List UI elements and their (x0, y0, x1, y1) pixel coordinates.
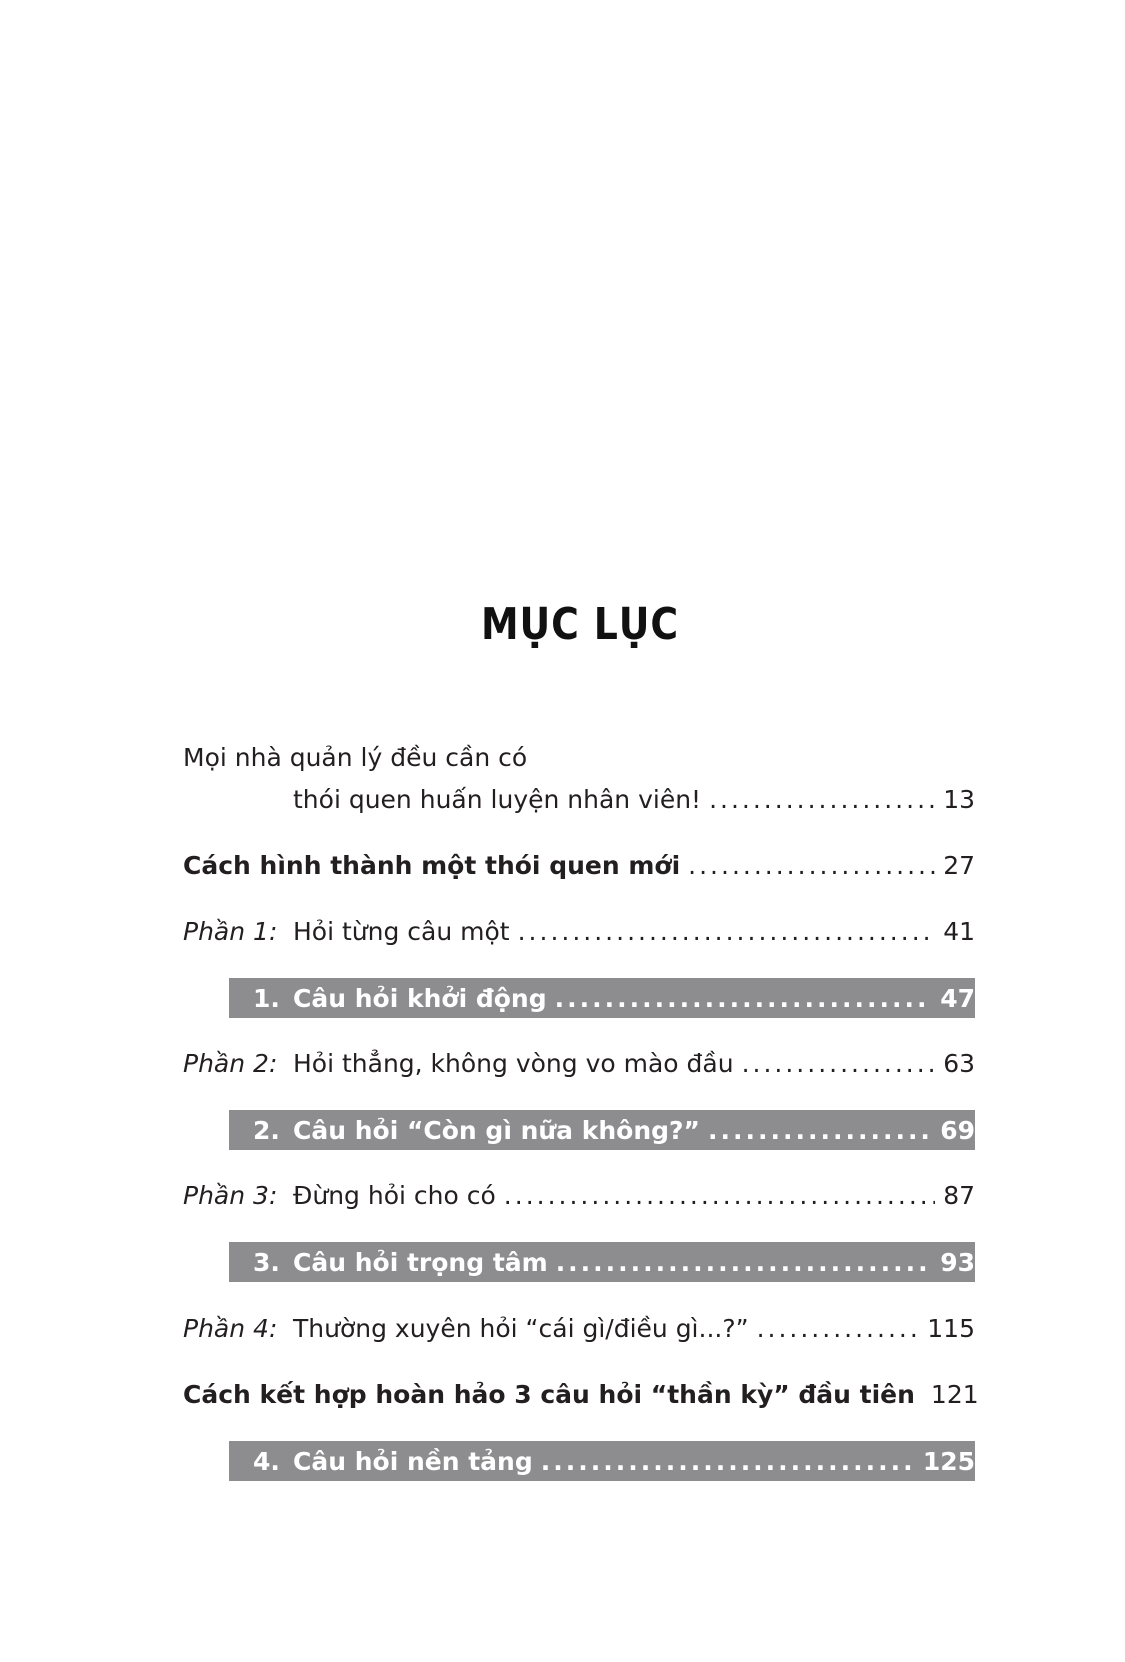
toc-entry-intro-line1 (183, 738, 975, 778)
chapter-number: 2. (253, 1115, 280, 1145)
toc-chapter-band (229, 1441, 975, 1481)
page-title: MỤC LỤC (481, 599, 679, 650)
part-label: Phần 2: (183, 1049, 278, 1078)
part-label: Phần 3: (183, 1181, 278, 1210)
dot-leader (688, 846, 935, 886)
toc-page-number: 87 (943, 1181, 975, 1210)
toc-entry (183, 1375, 979, 1415)
chapter-number: 1. (253, 983, 280, 1013)
toc-entry-text: Hỏi từng câu một (293, 917, 510, 946)
toc-page-number: 41 (943, 917, 975, 946)
dot-leader (555, 984, 933, 1013)
toc-page-number: 115 (927, 1314, 975, 1343)
chapter-title: Câu hỏi trọng tâm (293, 1247, 548, 1277)
toc-entry (183, 846, 975, 886)
toc-entry-part (183, 1044, 975, 1084)
toc-entry-part (183, 1176, 975, 1216)
toc-entry-text: Thường xuyên hỏi “cái gì/điều gì...?” (293, 1314, 749, 1343)
toc-page-number: 125 (922, 1446, 975, 1476)
toc-entry-text: Đừng hỏi cho có (293, 1181, 496, 1210)
toc-page-number: 69 (940, 1115, 975, 1145)
toc-chapter-band (229, 978, 975, 1018)
toc-entry-text: Cách hình thành một thói quen mới (183, 851, 681, 880)
dot-leader (742, 1044, 936, 1084)
toc-page-number: 13 (943, 785, 975, 814)
toc-entry-part (183, 912, 975, 952)
part-label: Phần 4: (183, 1314, 278, 1343)
part-label: Phần 1: (183, 917, 278, 946)
dot-leader (708, 1116, 932, 1145)
dot-leader (541, 1447, 915, 1476)
chapter-number: 4. (253, 1446, 280, 1476)
dot-leader (757, 1309, 920, 1349)
chapter-title: Câu hỏi khởi động (293, 983, 547, 1013)
toc-page-number: 121 (930, 1380, 979, 1409)
toc-entry-text: Hỏi thẳng, không vòng vo mào đầu (293, 1049, 734, 1078)
dot-leader (504, 1176, 935, 1216)
toc-chapter-band (229, 1110, 975, 1150)
chapter-title: Câu hỏi “Còn gì nữa không?” (293, 1115, 700, 1145)
chapter-number: 3. (253, 1247, 280, 1277)
toc-page-number: 93 (940, 1247, 975, 1277)
toc-page-number: 27 (943, 851, 975, 880)
toc-page-number: 47 (940, 983, 975, 1013)
toc-entry-text: Cách kết hợp hoàn hảo 3 câu hỏi “thần kỳ” đầu tiên (183, 1380, 915, 1409)
dot-leader (518, 912, 936, 952)
toc-entry-intro-line2 (183, 780, 975, 820)
chapter-title: Câu hỏi nền tảng (293, 1446, 533, 1476)
dot-leader (556, 1248, 933, 1277)
toc-page-number: 63 (943, 1049, 975, 1078)
dot-leader (709, 780, 935, 820)
toc-entry-text: Mọi nhà quản lý đều cần có (183, 743, 528, 772)
toc-entry-part (183, 1309, 975, 1349)
toc-entry-text: thói quen huấn luyện nhân viên! (293, 785, 702, 814)
toc-chapter-band (229, 1242, 975, 1282)
